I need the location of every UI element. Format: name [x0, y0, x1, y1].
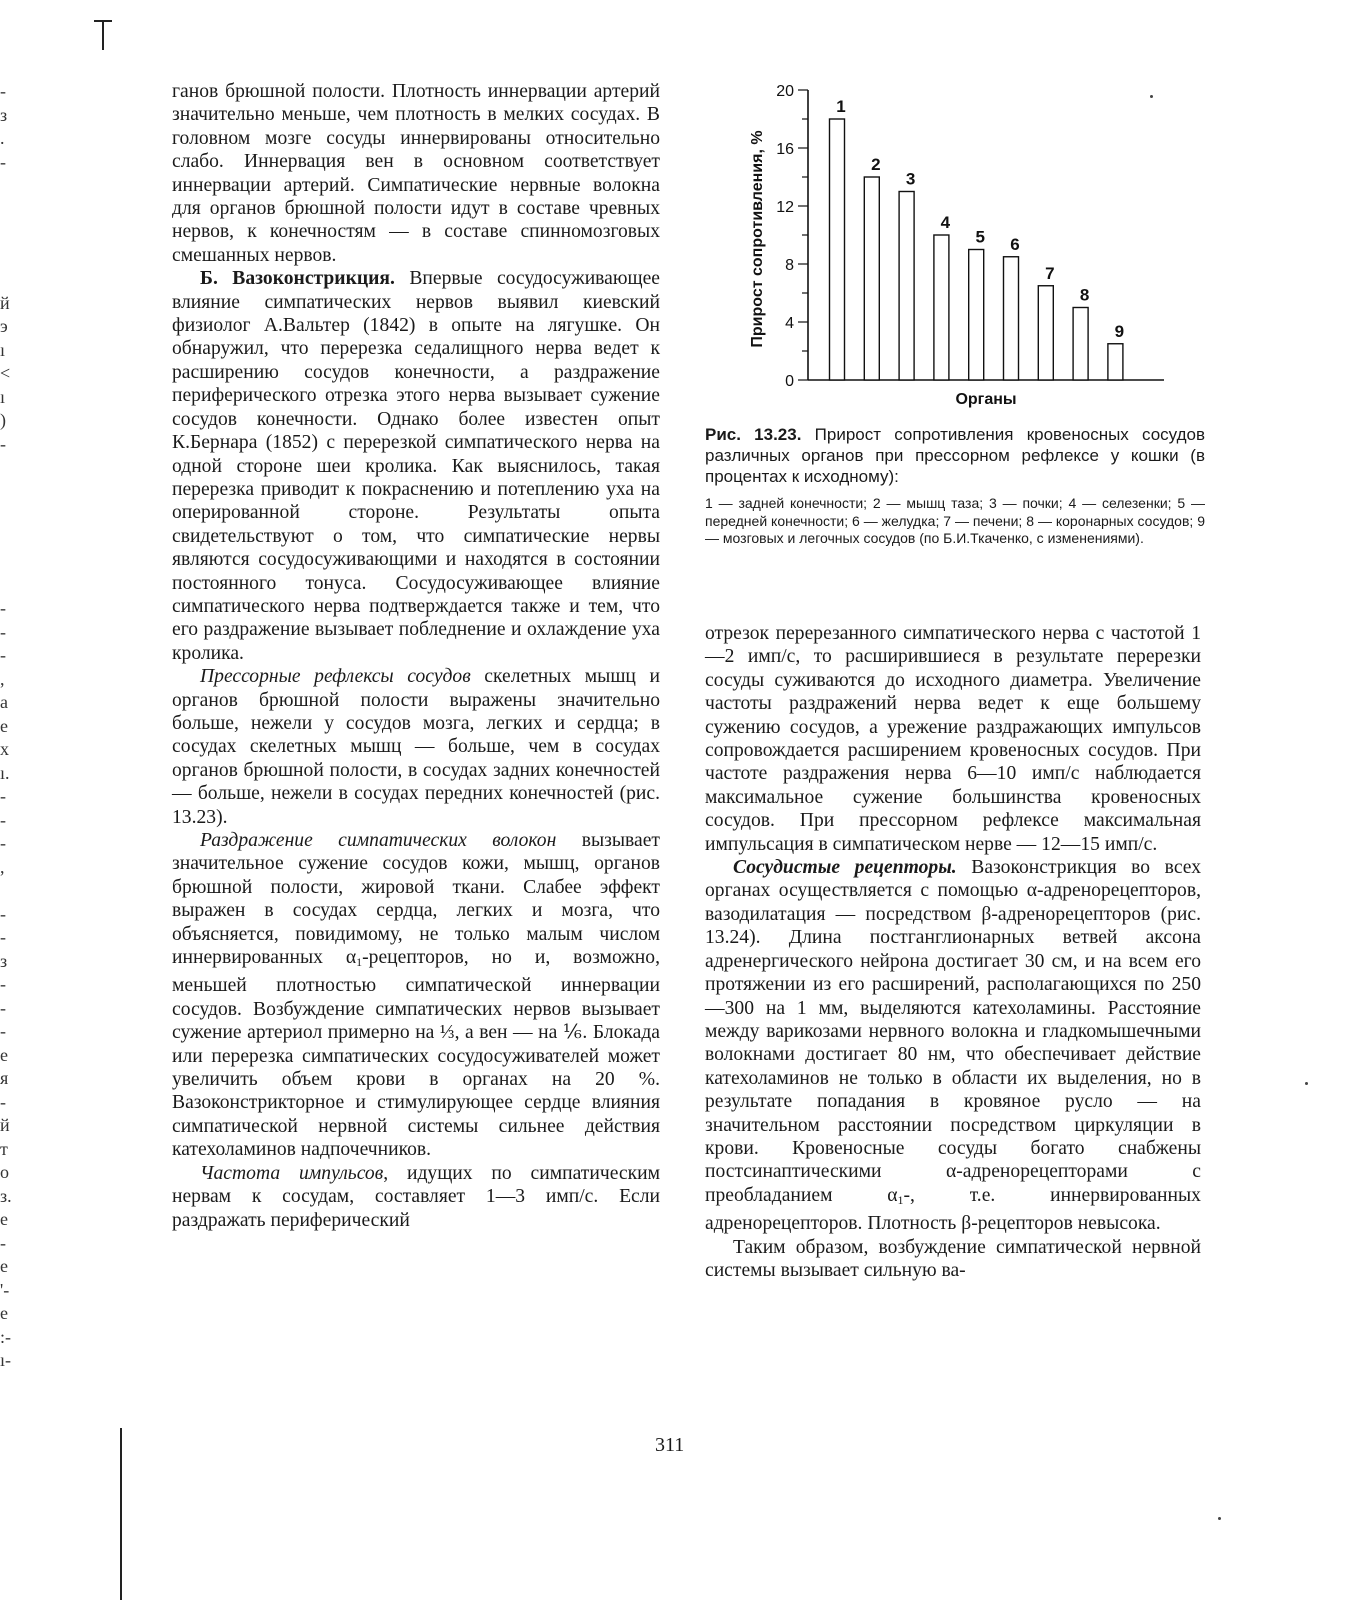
bar: [934, 235, 949, 380]
margin-fragment: <: [0, 363, 11, 383]
margin-fragment: ı: [0, 386, 6, 407]
margin-fragment: [0, 268, 22, 292]
bar-label: 3: [905, 169, 916, 189]
caption-title: Рис. 13.23. Прирост сопротивления кровеносных сосудов различных органов при прессорном рефлексе у кошки (в процентах к исходному):: [705, 425, 1205, 486]
paragraph: Частота импульсов, идущих по симпатическим нервам к сосудам, составляет 1—3 имп/с. Если раздражать периферический: [172, 1162, 660, 1231]
margin-fragment: [0, 174, 22, 198]
margin-fragment: .: [0, 128, 5, 148]
y-tick-label: 16: [776, 141, 794, 158]
margin-fragment: ı-: [0, 1350, 11, 1370]
section-heading: Сосудистые рецепторы.: [733, 857, 957, 879]
margin-fragment: -: [0, 927, 6, 947]
margin-fragment: -: [0, 598, 6, 618]
y-axis-title: Прирост сопротивления, %: [749, 130, 766, 348]
margin-fragment: з.: [0, 1185, 12, 1206]
paragraph: Раздражение симпатических волокон вызывает значительное сужение сосудов кожи, мышц, органов брюшной полости, жировой ткани. Слабее эффект выражен в сосудах сердца, легких и мозга, что объясняется, повидимому, не только малым числом иннервированных $\alpha_1$-рецепторов, но и, возможно, меньшей плотностью симпатической иннервации сосудов. Возбуждение симпатических нервов вызывает сужение артериол примерно на ⅓, а вен — на ⅙. Блокада или перерезка симпатических сосудосуживателей может увеличить объем крови в органах на 20 %. Вазоконстрикторное и стимулирующее сердце влияния симпатической нервной системы сильнее действия катехоламинов надпочечников.: [172, 830, 660, 1161]
bar-label: 5: [975, 227, 985, 247]
margin-fragment: -: [0, 903, 6, 924]
caption-legend: 1 — задней конечности; 2 — мышц таза; 3 — почки; 4 — селезенки; 5 — передней конечности; 6 — желудка; 7 — печени; 8 — коронарных сосудов; 9 — мозговых и легочных сосудов (по Б.И.Ткаченко, с изменениями).: [705, 495, 1205, 547]
margin-fragment: о: [0, 1162, 9, 1182]
bar-label: 4: [940, 213, 951, 232]
margin-fragment: й: [0, 292, 10, 313]
margin-fragment: е: [0, 1256, 8, 1276]
margin-fragment: э: [0, 316, 8, 336]
x-axis-title: Органы: [955, 391, 1017, 408]
speck: [1150, 95, 1153, 98]
bar-label: 8: [1079, 285, 1090, 305]
margin-fragment: [0, 245, 22, 269]
margin-fragment: а: [0, 692, 8, 712]
paragraph: Прессорные рефлексы сосудов скелетных мышц и органов брюшной полости выражены значительно больше, нежели у сосудов мозга, легких и сердца; в сосудах скелетных мышц — больше, чем в сосудах органов брюшной полости, в сосудах задних конечностей — больше, нежели в сосудах передних конечностей (рис. 13.23).: [172, 666, 660, 828]
margin-fragment: ,: [0, 668, 5, 689]
margin-fragment: е: [0, 1209, 8, 1229]
y-tick-label: 0: [785, 373, 794, 390]
margin-fragment: -: [0, 833, 6, 853]
paragraph: Б. Вазоконстрикция. Впервые сосудосуживающее влияние симпатических нервов выявил киевский физиолог А.Вальтер (1842) в опыте на лягушке. Он обнаружил, что перерезка седалищного нерва ведет к расширению сосудов конечности, а раздражение периферического отрезка этого нерва вызывает сужение сосудов конечности. Однако более известен опыт К.Бернара (1852) с перерезкой симпатического нерва на одной стороне шеи кролика. Как выяснилось, такая перерезка приводит к покраснению и потеплению уха на оперированной стороне. Результаты опыта свидетельствуют о том, что симпатические нервы являются сосудосуживающими и находятся в состоянии постоянного тонуса. Сосудосуживающее влияние симпатического нерва подтверждается также и тем, что его раздражение вызывает побледнение и охлаждение уха кролика.: [172, 268, 660, 664]
y-tick-label: 4: [785, 315, 794, 332]
margin-fragment: е: [0, 1044, 8, 1065]
margin-fragment: т: [0, 1138, 8, 1159]
left-text-column: [172, 80, 660, 1232]
margin-fragment: [0, 503, 22, 527]
margin-fragment: -: [0, 1021, 6, 1041]
margin-fragment: ı: [0, 339, 6, 360]
margin-fragment: -: [0, 81, 6, 101]
margin-fragment: [0, 198, 22, 222]
bar: [1004, 257, 1019, 380]
paragraph: Таким образом, возбуждение симпатической нервной системы вызывает сильную ва-: [705, 1236, 1201, 1281]
margin-fragment: [0, 480, 22, 504]
bar: [864, 177, 879, 380]
bar-label: 9: [1114, 321, 1125, 341]
margin-fragment: -: [0, 645, 6, 665]
figure-caption: [705, 424, 1205, 548]
y-tick-label: 8: [785, 257, 794, 274]
margin-fragment: -: [0, 433, 6, 454]
bar: [830, 119, 845, 380]
page-number: 311: [655, 1434, 685, 1456]
bar-label: 6: [1010, 234, 1020, 254]
right-text-column: [705, 622, 1201, 1282]
margin-fragment: ,: [0, 856, 5, 877]
caption-label: Рис. 13.23.: [705, 425, 802, 444]
margin-fragment-text: [0, 80, 22, 1373]
italic-term: Прессорные рефлексы сосудов: [200, 666, 471, 688]
section-heading: Б. Вазоконстрикция.: [200, 268, 395, 290]
margin-fragment: е: [0, 1303, 8, 1323]
margin-fragment: ı.: [0, 762, 10, 783]
margin-fragment: -: [0, 997, 6, 1018]
margin-fragment: -: [0, 809, 6, 830]
margin-fragment: х: [0, 739, 9, 759]
margin-fragment: з: [0, 950, 8, 971]
bar: [969, 250, 984, 381]
page-top-mark-stem: [102, 20, 104, 50]
paragraph: ганов брюшной полости. Плотность иннервации артерий значительно меньше, чем плотность в мелких сосудах. В головном мозге сосуды иннервированы относительно слабо. Иннервация вен в основном соответствует иннервации артерий. Симпатические нервные волокна для органов брюшной полости идут в составе чревных нервов, к конечностям — в составе спинномозговых смешанных нервов.: [172, 81, 660, 266]
bar-label: 7: [1045, 263, 1055, 283]
bar: [1073, 308, 1088, 381]
margin-fragment: [0, 879, 22, 903]
italic-term: Раздражение симпатических волокон: [200, 830, 557, 851]
bar: [899, 192, 914, 381]
y-tick-label: 12: [776, 199, 794, 216]
margin-fragment: [0, 221, 22, 245]
margin-fragment: '-: [0, 1279, 10, 1300]
margin-fragment: -: [0, 621, 6, 642]
margin-fragment: й: [0, 1115, 10, 1135]
margin-fragment: е: [0, 715, 8, 736]
paragraph: Сосудистые рецепторы. Вазоконстрикция во всех органах осуществляется с помощью α-адренорецепторов, вазодилатация — посредством β-адренорецепторов (рис. 13.24). Длина постганглионарных ветвей аксона адренергического нейрона достигает 30 см, и на всем его протяжении из его расширений, располагающихся по 250—300 на 1 мм, выделяются катехоламины. Расстояние между варикозами нервного волокна и гладкомышечными волокнами достигает 80 нм, что обеспечивает действие катехоламинов не только в области их выделения, но в результате попадания в кровяное русло — на значительном расстоянии посредством циркуляции в крови. Кровеносные сосуды богато снабжены постсинаптическими α-адренорецепторами с преобладанием $\alpha_1-$, т.е. иннервированных адренорецепторов. Плотность β-рецепторов невысока.: [705, 857, 1201, 1235]
bar: [1108, 344, 1123, 380]
margin-fragment: -: [0, 1091, 6, 1112]
margin-fragment: -: [0, 974, 6, 994]
margin-fragment: ): [0, 410, 6, 430]
bar-label: 2: [871, 155, 881, 174]
margin-fragment: [0, 456, 22, 480]
speck: [1305, 1082, 1308, 1085]
margin-fragment: -: [0, 151, 6, 172]
paragraph: отрезок перерезанного симпатического нерва с частотой 1—2 имп/с, то расширившиеся в результате перерезки сосуды суживаются до исходного диаметра. Увеличение частоты раздражений нерва ведет к еще большему сужению сосудов, а урежение раздражающих импульсов сопровождается расширением кровеносных сосудов. При частоте раздражения нерва 6—10 имп/с наблюдается максимальное сужение большинства кровеносных сосудов. При прессорном рефлексе максимальная импульсация в симпатическом нерве — 12—15 имп/с.: [705, 623, 1201, 855]
bar: [1038, 286, 1053, 380]
bar-chart-figure: [740, 72, 1210, 412]
bar-label: 1: [836, 97, 846, 116]
margin-fragment: я: [0, 1068, 9, 1088]
y-tick-label: 20: [776, 83, 794, 100]
page-left-rule: [120, 1428, 122, 1600]
margin-fragment: з: [0, 104, 8, 125]
italic-term: Частота импульсов: [200, 1162, 384, 1184]
margin-fragment: -: [0, 1232, 6, 1253]
margin-fragment: [0, 550, 22, 574]
margin-fragment: [0, 527, 22, 551]
margin-fragment: [0, 574, 22, 598]
margin-fragment: -: [0, 786, 6, 806]
margin-fragment: :-: [0, 1326, 11, 1347]
speck: [1218, 1517, 1221, 1520]
